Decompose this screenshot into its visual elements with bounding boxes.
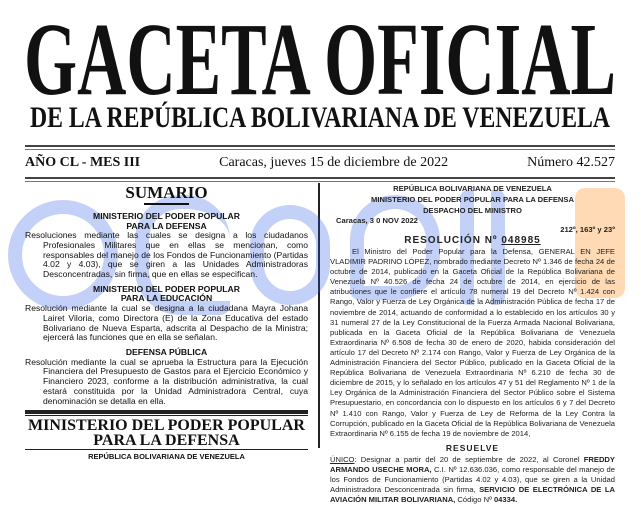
divider [25, 449, 308, 450]
dateline [25, 155, 615, 171]
section-rule [25, 410, 308, 416]
sumario-entry[interactable]: Resoluciones mediante las cuales se designa a los ciudadanos Profesionales Militares que en ellas se mencionan, como responsables del manejo de los Fondos de Funcionamiento (Partidas 4.02 y 4.03), que se giren a las Unidades Administradoras Desconcentradas, sin firma, que en ellas se especifican. [25, 230, 308, 280]
sumario-title: SUMARIO [125, 183, 208, 202]
masthead-subtitle: DE LA REPÚBLICA BOLIVARIANA DE VENEZUELA [30, 101, 611, 134]
divider [25, 177, 615, 182]
section-heading: MINISTERIO DEL PODER POPULAR [93, 211, 240, 221]
sumario-entry[interactable]: Resolución mediante la cual se aprueba la Estructura para la Ejecución Financiera del Presupuesto de Gastos para el Ejercicio Económico y Financiero 2023, conforme a la distribución administrativa, la cual estará constituida por la Unidad Administradora Central, cuya denominación se detalla en ella. [25, 356, 308, 406]
resolution-article [330, 455, 615, 505]
article-label: ÚNICO [330, 454, 355, 464]
sumario-entry[interactable]: Resolución mediante la cual se designa a la ciudadana Mayra Johana Lairet Viloria, como Directora (E) de la Zona Educativa del estado Bolivariano de Nueva Esparta, adscrita al Despacho de la Ministra; ejercerá las funciones que en ella se señalan. [25, 302, 308, 343]
title-underline [144, 203, 189, 205]
resolution-title [330, 234, 615, 247]
resolution-body: El Ministro del Poder Popular para la Defensa, GENERAL EN JEFE VLADIMIR PADRINO LÓPEZ, nombrado mediante Decreto Nº 1.346 de fecha 24 de octubre de 2014, publicado en la Gaceta Oficial de la República Bolivariana de Venezuela Nº 40.526 de fecha 24 de octubre de 2014, en ejercicio de las atribuciones que le confiere el artículo 78 numeral 19 del Decreto Nº 1.424 con Rango, Valor y Fuerza de Ley Orgánica de la Administración Pública de fecha 17 de noviembre de 2014, actuando de conformidad a lo establecido en los artículos 30 y 31 numeral 27 de la Ley Constitucional de la Fuerza Armada Nacional Bolivariana, publicada en la Gaceta Oficial de la República Bolivariana de Venezuela Extraordinaria Nº 6.508 de fecha 30 de enero de 2020, habida consideración del artículo 17 del Decreto Nº 2.174 con Rango, Valor y Fuerza de Ley Orgánica de la Administración Financiera del Sector Público, publicado en la Gaceta Oficial de la República Bolivariana de Venezuela Extraordinaria Nº 6.210 de fecha 30 de diciembre de 2015, y lo señalado en los artículos 47 y 51 del Reglamento Nº 1 de la Ley Orgánica de la Administración Financiera del Sector Público sobre el Sistema Presupuestario, en concordancia con lo dispuesto en los artículos 6 y 7 del Decreto Nº 1.410 con Rango, Valor y Fuerza de Ley de Reforma de la Ley Contra la Corrupción, publicado en la Gaceta Oficial de la República Bolivariana de Venezuela Extraordinaria Nº 6.155 de fecha 19 de noviembre de 2014, [330, 247, 615, 438]
resolution-years: 212º, 163º y 23º [560, 225, 615, 234]
appointee-name: FREDDY ARMANDO USECHE MORA, [330, 454, 615, 474]
resolution [330, 183, 615, 505]
article-text: Código Nº [455, 495, 494, 505]
article-text: C.I. Nº 12.636.036, como responsable del manejo de los Fondos de Funcionamiento (Partidas 4.02 y 4.03), que se giren a la Unidad Administradora Desconcentrada sin firma, [330, 464, 615, 495]
article-text: : Designar a partir del 20 de septiembre de 2022, al Coronel [354, 454, 584, 464]
masthead-title: GACETA OFICIAL [24, 2, 616, 117]
section-header-line2: PARA LA DEFENSA [93, 431, 240, 449]
unit-code: 04334. [493, 495, 518, 505]
resolution-header: REPÚBLICA BOLIVARIANA DE VENEZUELA [393, 184, 552, 193]
issue-number: Número 42.527 [527, 155, 615, 170]
resolution-header: MINISTERIO DEL PODER POPULAR PARA LA DEFENSA [371, 195, 574, 204]
section-heading: DEFENSA PÚBLICA [125, 347, 208, 358]
section-header-sub: REPÚBLICA BOLIVARIANA DE VENEZUELA [88, 451, 245, 461]
masthead [0, 0, 640, 140]
column-divider [318, 183, 320, 448]
section-heading: PARA LA EDUCACIÓN [120, 293, 213, 304]
resolution-header: DESPACHO DEL MINISTRO [423, 206, 522, 215]
sumario [25, 183, 308, 462]
year-month: AÑO CL - MES III [25, 155, 141, 170]
issue-date: Caracas, jueves 15 de diciembre de 2022 [219, 155, 449, 170]
resolution-place-date: Caracas, 3 0 NOV 2022 [336, 216, 418, 225]
section-header-line1: MINISTERIO DEL PODER POPULAR [28, 416, 305, 434]
section-heading: PARA LA DEFENSA [126, 220, 207, 231]
resuelve-heading: RESUELVE [445, 442, 500, 453]
unit-name: SERVICIO DE ELECTRÓNICA DE LA AVIACIÓN MILITAR BOLIVARIANA, [330, 485, 615, 505]
divider [25, 145, 615, 150]
section-heading: MINISTERIO DEL PODER POPULAR [93, 283, 240, 294]
resolution-label: RESOLUCIÓN Nº [404, 235, 498, 246]
resolution-number: 048985 [501, 235, 541, 246]
